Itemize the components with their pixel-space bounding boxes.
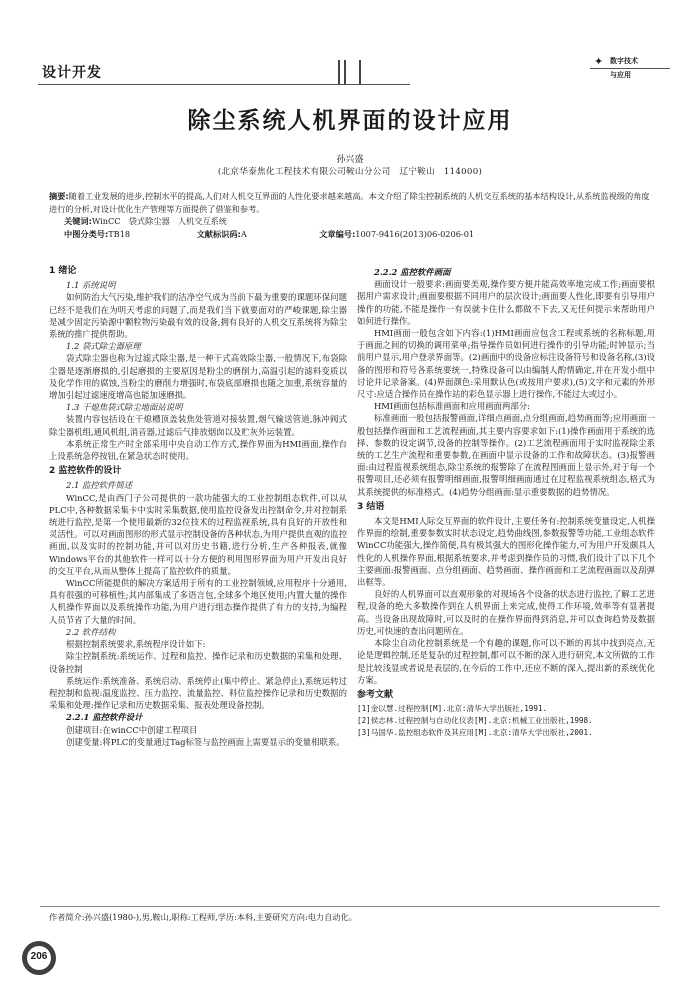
paragraph: HMI画面一般包含如下内容:(1)HMI画面应包含工程或系统的名称标题,用于画面之间的切换的调用菜单;指导操作员如何进行操作的引导功能;时钟显示;当前用户显示,用户登录界面等。(2)画面中的设备应标注设备符号和设备名称,(3)设备的图形和符号各系统要统一,特殊设备可以由编制人酌情确定,并在开发小组中讨论并记录备案。(4)界面颜色:采用默认色(或按用户要求),(5)文字和元素的外形尺寸:应适合操作员在操作站的彩色显示器上进行操作,不能过大或过小。: [357, 328, 655, 400]
article-number-value: 1007-9416(2013)06-0206-01: [355, 229, 475, 239]
abstract-label: 摘要:: [49, 191, 69, 201]
reference: [1]金以慧.过程控制[M].北京:清华大学出版社,1991.: [357, 704, 548, 714]
section-heading: 3 结语: [357, 501, 385, 512]
paragraph: 本文是HMI人际交互界面的软件设计,主要任务有:控制系统变量设定,人机操作界面的绘制,重要参数实时状态设定,趋势曲线图,参数报警等功能,工业组态软件WinCC功能强大,操作简便,具有极其强大的图形化操作能力,可为用户开发颇具人性化的人机操作界面,根据系统要求,并考虑到操作员的习惯,我们设计了以下几个主要画面:报警画面、点分组画面、趋势画面、操作画面和工艺流程画面以及刮弹出框等。: [357, 516, 655, 588]
paragraph: 标准画面一般包括报警画面,详细点画面,点分组画面,趋势画面等;应用画面一般包括操作画面和工艺流程画面,其主要内容要求如下:(1)操作画面用于系统的选择、参数的设定调节,设备的控制等操作。(2)工艺流程画面用于实时监视除尘系统的工艺生产流程和重要参数,在画面中显示设备的工作和故障状态。(3)报警画面:由过程监视系统组态,除尘系统的报警除了在流程图画面上显示外,对于每一个报警项目,还必须有报警明细画面,报警明细画面通过在过程监视系统组态,格式为其系统提供的标准格式。(4)趋势分组画面:显示重要数据的趋势情况。: [357, 413, 655, 497]
section-heading: 2 监控软件的设计: [49, 466, 122, 477]
abstract: [49, 190, 653, 215]
section-heading: 2.2 软件结构: [66, 626, 116, 637]
paragraph: 良好的人机界面可以直观形象的对现场各个设备的状态进行监控,了解工艺进程,设备的绝大多数操作到在人机界面上来完成,使得工作环境,效率等有显著提高。当设备出现故障时,可以及时的在操作界面得到消息,并可以查询趋势及数据历史,可快速的查出问题所在。: [357, 589, 655, 636]
author-affiliation: (北京华泰焦化工程技术有限公司鞍山分公司 辽宁鞍山 114000): [217, 167, 483, 177]
paragraph: 创建项目:在winCC中创建工程项目: [66, 724, 198, 735]
reference: [3]马国华.监控组态软件及其应用[M].北京:清华大学出版社,2001.: [357, 728, 593, 738]
section-heading: 1.1 系统说明: [66, 280, 116, 291]
keywords-text: WinCC 袋式除尘器 人机交互系统: [91, 216, 227, 226]
footnote-rule: [40, 906, 660, 907]
section-heading: 2.2.1 监控软件设计: [66, 712, 143, 723]
section-heading: 1.3 干熄焦袋式除尘地面站说明: [66, 402, 183, 413]
journal-logo-bottom: 与应用: [610, 70, 631, 79]
paragraph: WinCC,是由西门子公司提供的一款功能强大的工业控制组态软件,可以从PLC中,各种数据采集卡中实时采集数据,使用监控设备发出控制命令,并对控制系统进行监控,是第一个使用最新的32位技术的过程监视系统,具有良好的开放性和灵活性。可以对画面图形的形式显示控制设备的各种状态,为用户提供直观的监控画面,以及实时的控制功能,并可以对历史书籍,进行分析,生产各种报表,就像Windows平台的其他软件一样可以十分方便的利用图形界面为用户开发出良好的交互平台,从而从整体上提高了监控软件的质量。: [49, 492, 347, 576]
article-number-label: 文章编号:: [319, 229, 356, 239]
section-heading: 参考文献: [357, 689, 394, 700]
author-note: 作者简介:孙兴盛(1980-),男,鞍山,职称:工程师,学历:本科,主要研究方向:电力自动化。: [49, 912, 357, 922]
right-column: [357, 266, 655, 739]
article-title: 除尘系统人机界面的设计应用: [187, 108, 513, 134]
section-heading: 1 绪论: [49, 266, 77, 276]
header-divider-bars: [332, 60, 370, 84]
section-heading: 1.2 袋式除尘器原理: [66, 341, 141, 352]
paragraph: 本系统正常生产时全部采用中央自动工作方式,操作界面为HMI画面,操作台上设系统急停按钮,在紧急状态时使用。: [49, 438, 347, 462]
keywords-label: 关键词:: [64, 216, 92, 226]
reference: [2]侯志林.过程控制与自动化仪表[M].北京:机械工业出版社,1998.: [357, 716, 593, 726]
page-number: 206: [30, 951, 48, 962]
paragraph: 除尘控制系统:系统运作、过程和监控、操作记录和历史数据的采集和处理、设备控制: [49, 651, 347, 674]
paragraph: 袋式除尘器也称为过滤式除尘器,是一种干式高效除尘器,一般情况下,布袋除尘器是逐渐磨损的,引起磨损的主要原因是粉尘的磨削力,高温引起的滤料变质以及化学作用的腐蚀,当粉尘的磨削力增强时,布袋底部磨损也随之加重,系统容量的增加引起过滤速度增高也能加速磨损。: [49, 353, 347, 401]
doc-code-value: A: [240, 229, 247, 239]
paragraph: HMI画面包括标准画面和应用画面两部分:: [374, 401, 531, 412]
journal-logo: [590, 52, 670, 88]
journal-emblem-icon: ✦: [594, 55, 604, 68]
cls-label: 中图分类号:: [64, 229, 109, 239]
paragraph: WinCC所能提供的解决方案适用于所有的工业控制领域,应用程序十分通用,具有很强的可移植性;其内部集成了多语言包,全球多个地区使用;内置大量的操作人机操作界面以及系统操作功能,为用户进行组态操作提供了有力的支持,为编程人员节省了大量的时间。: [49, 578, 347, 625]
paragraph: 根据控制系统要求,系统程序设计如下:: [66, 639, 206, 650]
journal-logo-top: 数字技术: [610, 56, 638, 65]
keywords: [64, 216, 227, 227]
abstract-text: 随着工业发展的进步,控制水平的提高,人们对人机交互界面的人性化要求越来越高。本文介绍了除尘控制系统的人机交互系统的基本结构设计,从系统监视级的角度进行的分析,对设计优化生产管理等方面提供了借鉴和参考。: [49, 191, 650, 214]
section-heading: 2.2.2 监控软件画面: [374, 267, 451, 277]
paragraph: 本除尘自动化控制系统是一个有趣的课题,你可以不断的再其中找到亮点,无论是逻辑控制,还是复杂的过程控制,都可以不断的深入进行研究,本文所做的工作是比较浅显或者说是表层的,在今后的工作中,还应不断的深入,提出新的系统优化方案。: [357, 638, 655, 685]
paragraph: 装置内容包括设在干熄槽顶盖装焦处管道对接装置,烟气输送管道,脉冲阀式除尘器机组,通风机组,消音器,过滤后气排放烟囱以及贮灰外运装置。: [49, 414, 347, 437]
section-label: 设计开发: [42, 64, 102, 80]
paragraph: 系统运作:系统准备、系统启动、系统停止(集中停止、紧急停止),系统运转过程控制和监视:温度监控、压力监控、流量监控、料位监控操作记录和历史数据的采集和处理:操作记录和历史数据采集、报表处理设备控制。: [49, 675, 347, 711]
article-author: 孙兴盛: [336, 155, 364, 165]
paragraph: 创建变量:将PLC的变量通过Tag标签与监控画面上需要显示的变量相联系。: [66, 736, 345, 747]
paragraph: 如何防治大气污染,维护我们的洁净空气成为当前下最为重要的课题环保问题已经不是我们在为明天考虑的问题了,而是我们当下就要面对的严峻课题,除尘器是减少固定污染源中颗粒物污染最有效的设备,拥有良好的人机交互系统将为除尘系统的推广提供帮助。: [49, 292, 347, 340]
doc-code-label: 文献标识码:: [196, 229, 241, 239]
classification-line: [64, 229, 654, 240]
cls-value: TB18: [108, 229, 131, 239]
left-column: [49, 262, 347, 748]
section-heading: 2.1 监控软件简述: [66, 480, 133, 491]
paragraph: 画面设计一般要求:画面要美观,操作要方便并能高效率地完成工作;画面要根据用户需求设计;画面要根据不同用户的层次设计;画面要人性化,即要有引导用户操作的功能,不能是操作一有误就卡住什么都做不下去,又无任何提示来帮助用户如何进行操作。: [357, 279, 655, 326]
